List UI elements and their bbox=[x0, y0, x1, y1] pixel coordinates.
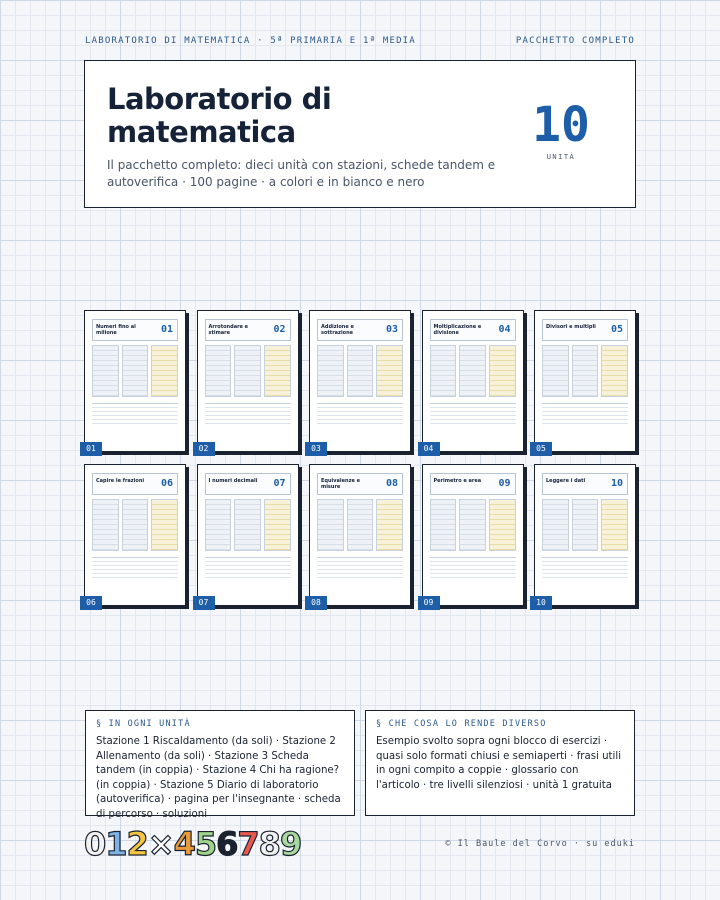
cover-preview bbox=[430, 345, 516, 397]
cover-title: Arrotondare e stimare bbox=[208, 324, 249, 336]
cover-number-tag: 09 bbox=[418, 596, 440, 610]
cover-number-tag: 07 bbox=[193, 596, 215, 610]
cover-footer bbox=[92, 557, 178, 581]
cover-unit-number: 01 bbox=[160, 324, 173, 335]
preview-page bbox=[264, 345, 291, 397]
cover-footer bbox=[205, 403, 291, 427]
brand-logo bbox=[84, 826, 301, 862]
cover-unit-number: 05 bbox=[610, 324, 623, 335]
preview-page bbox=[572, 345, 599, 397]
preview-page bbox=[347, 345, 374, 397]
card-heading: § IN OGNI UNITÀ bbox=[96, 719, 191, 729]
logo-glyph: 9 bbox=[279, 825, 302, 863]
cover-header bbox=[92, 319, 178, 341]
unit-cover bbox=[309, 310, 411, 452]
unit-cover bbox=[309, 464, 411, 606]
unit-cover bbox=[534, 464, 636, 606]
preview-page bbox=[430, 499, 457, 551]
hero-panel bbox=[84, 60, 636, 208]
preview-page bbox=[376, 345, 403, 397]
cover-title: Equivalenze e misure bbox=[321, 478, 360, 490]
preview-page bbox=[151, 499, 178, 551]
cover-title: Leggere i dati bbox=[546, 478, 586, 484]
card-text: Esempio svolto sopra ogni blocco di esercizi · quasi solo formati chiusi e semiaperti · frasi utili in ogni compito a coppie · glossario con l'articolo · tre livelli silenziosi · unità 1 gratuita bbox=[376, 736, 622, 791]
preview-page bbox=[489, 345, 516, 397]
cover-header bbox=[205, 473, 291, 495]
cover-header bbox=[430, 473, 516, 495]
preview-page bbox=[601, 499, 628, 551]
card-text: Stazione 1 Riscaldamento (da soli) · Stazione 2 Allenamento (da soli) · Stazione 3 Scheda tandem (in coppia) · Stazione 4 Chi ha ragione? (in coppia) · Stazione 5 Diario di laboratorio (autoverifica) · pagina per l'insegnante · scheda di percorso · soluzioni bbox=[96, 736, 341, 820]
preview-page bbox=[205, 499, 232, 551]
preview-page bbox=[459, 345, 486, 397]
series-label: LABORATORIO DI MATEMATICA · 5ª PRIMARIA E 1ª MEDIA bbox=[85, 36, 416, 46]
preview-page bbox=[542, 499, 569, 551]
cover-number-tag: 10 bbox=[530, 596, 552, 610]
cover-preview bbox=[205, 499, 291, 551]
logo-glyph: 2 bbox=[126, 825, 148, 863]
cover-number-tag: 03 bbox=[305, 442, 327, 456]
preview-page bbox=[459, 499, 486, 551]
unit-cover bbox=[534, 310, 636, 452]
cover-header bbox=[205, 319, 291, 341]
cover-preview bbox=[542, 345, 628, 397]
cover-title: Capire le frazioni bbox=[96, 478, 145, 484]
cover-preview bbox=[92, 345, 178, 397]
cover-footer bbox=[317, 557, 403, 581]
logo-glyph: 4 bbox=[173, 825, 195, 863]
unit-cover bbox=[422, 310, 524, 452]
preview-page bbox=[347, 499, 374, 551]
preview-page bbox=[234, 499, 261, 551]
preview-page bbox=[317, 345, 344, 397]
cover-title: Divisori e multipli bbox=[546, 324, 596, 330]
cover-number-tag: 05 bbox=[530, 442, 552, 456]
cover-footer bbox=[317, 403, 403, 427]
cover-unit-number: 09 bbox=[498, 478, 511, 489]
preview-page bbox=[430, 345, 457, 397]
card-heading: § CHE COSA LO RENDE DIVERSO bbox=[376, 719, 547, 729]
preview-page bbox=[542, 345, 569, 397]
unit-cover-grid bbox=[84, 310, 636, 606]
cover-unit-number: 04 bbox=[498, 324, 511, 335]
cover-footer bbox=[92, 403, 178, 427]
cover-unit-number: 08 bbox=[385, 478, 398, 489]
cover-preview bbox=[317, 345, 403, 397]
unit-count-label: UNITÀ bbox=[546, 153, 576, 161]
preview-page bbox=[92, 345, 119, 397]
preview-page bbox=[317, 499, 344, 551]
cover-unit-number: 10 bbox=[610, 478, 623, 489]
cover-preview bbox=[542, 499, 628, 551]
cover-footer bbox=[205, 557, 291, 581]
cover-title: Addizione e sottrazione bbox=[321, 324, 354, 336]
logo-glyph: 7 bbox=[237, 825, 259, 863]
preview-page bbox=[572, 499, 599, 551]
logo-glyph: 8 bbox=[258, 825, 280, 863]
cover-header bbox=[317, 473, 403, 495]
cover-footer bbox=[542, 403, 628, 427]
cover-header bbox=[317, 319, 403, 341]
copyright: © Il Baule del Corvo · su eduki bbox=[445, 839, 635, 849]
preview-page bbox=[151, 345, 178, 397]
cover-number-tag: 06 bbox=[80, 596, 102, 610]
preview-page bbox=[601, 345, 628, 397]
unit-count-number: 10 bbox=[532, 97, 590, 153]
preview-page bbox=[489, 499, 516, 551]
logo-glyph: 5 bbox=[194, 825, 217, 863]
cover-number-tag: 02 bbox=[193, 442, 215, 456]
preview-page bbox=[205, 345, 232, 397]
cover-preview bbox=[317, 499, 403, 551]
cover-preview bbox=[92, 499, 178, 551]
unit-cover bbox=[422, 464, 524, 606]
unit-count bbox=[521, 99, 601, 161]
preview-page bbox=[122, 345, 149, 397]
top-bar bbox=[85, 36, 635, 46]
preview-page bbox=[376, 499, 403, 551]
cover-title: Moltiplicazione e divisione bbox=[433, 324, 482, 336]
card-what-makes-it-different bbox=[365, 710, 635, 816]
cover-number-tag: 01 bbox=[80, 442, 102, 456]
cover-footer bbox=[430, 403, 516, 427]
cover-unit-number: 02 bbox=[273, 324, 286, 335]
cover-title: Numeri fino al milione bbox=[96, 324, 136, 336]
cover-title: Perimetro e area bbox=[433, 478, 482, 484]
cover-footer bbox=[542, 557, 628, 581]
card-in-every-unit bbox=[85, 710, 355, 820]
preview-page bbox=[122, 499, 149, 551]
page-subtitle: Il pacchetto completo: dieci unità con stazioni, schede tandem e autoverifica · 100 pagine · a colori e in bianco e nero bbox=[107, 158, 496, 189]
logo-glyph: × bbox=[147, 825, 174, 863]
cover-header bbox=[542, 473, 628, 495]
cover-number-tag: 04 bbox=[418, 442, 440, 456]
cover-unit-number: 03 bbox=[385, 324, 398, 335]
logo-glyph: 6 bbox=[216, 825, 238, 863]
cover-title: I numeri decimali bbox=[208, 478, 258, 484]
cover-unit-number: 07 bbox=[273, 478, 286, 489]
logo-glyph: 1 bbox=[105, 825, 127, 863]
cover-preview bbox=[430, 499, 516, 551]
unit-cover bbox=[197, 464, 299, 606]
unit-cover bbox=[84, 464, 186, 606]
cover-header bbox=[542, 319, 628, 341]
logo-glyph: 0 bbox=[84, 825, 106, 863]
unit-cover bbox=[84, 310, 186, 452]
unit-cover bbox=[197, 310, 299, 452]
cover-unit-number: 06 bbox=[160, 478, 173, 489]
cover-footer bbox=[430, 557, 516, 581]
preview-page bbox=[264, 499, 291, 551]
preview-page bbox=[92, 499, 119, 551]
package-label: PACCHETTO COMPLETO bbox=[515, 36, 635, 46]
cover-header bbox=[430, 319, 516, 341]
preview-page bbox=[234, 345, 261, 397]
page-title: Laboratorio di matematica bbox=[107, 82, 332, 149]
cover-header bbox=[92, 473, 178, 495]
cover-number-tag: 08 bbox=[305, 596, 327, 610]
cover-preview bbox=[205, 345, 291, 397]
